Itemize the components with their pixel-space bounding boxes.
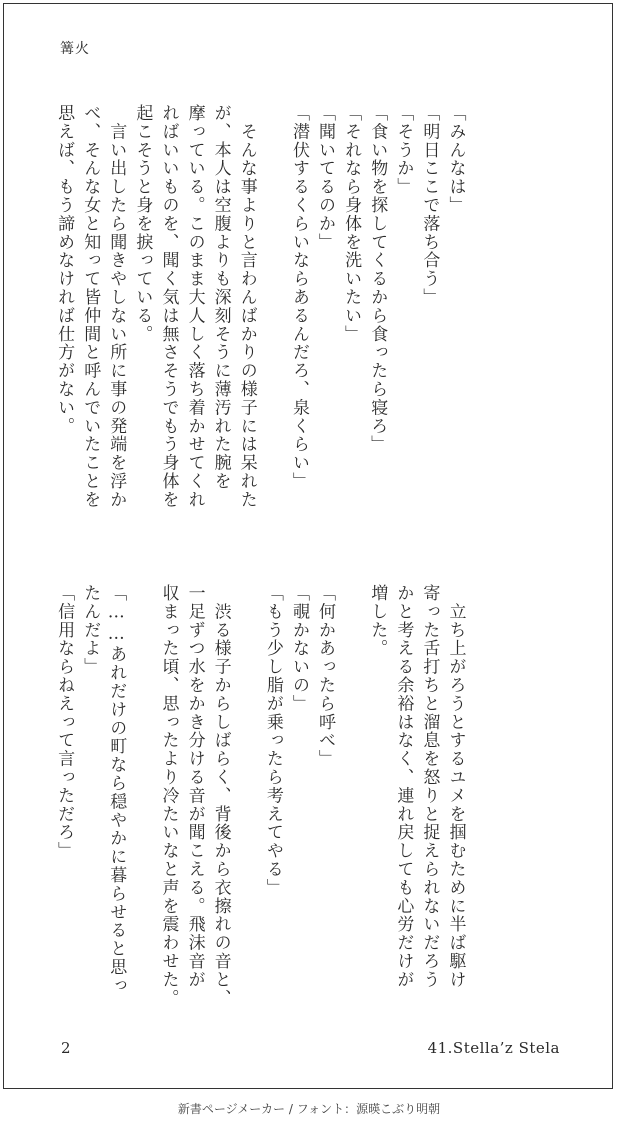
page-number: 2 (61, 1039, 71, 1057)
text-column (234, 584, 260, 1044)
text-column: ればいいものを、聞く気は無さそうでもう身体を (158, 104, 179, 509)
text-column: 収まった頃、思ったより冷たいなと声を震わせた。 (158, 584, 179, 1008)
text-column: 「潜伏するくらいならあるんだろ、泉くらい」 (288, 104, 309, 491)
text-column (260, 104, 286, 564)
text-column: 渋る様子からしばらく、背後から衣擦れの音と、 (210, 584, 231, 1008)
text-column: 増した。 (367, 584, 388, 658)
text-column: 「それなら身体を洗いたい」 (341, 104, 362, 344)
text-column: 「そうか」 (393, 104, 414, 196)
text-column: 「明日ここで落ち合う」 (419, 104, 440, 307)
book-title: 41.Stella’z Stela (427, 1039, 560, 1057)
text-column: 「……あれだけの町なら穏やかに暮らせると思っ (106, 584, 127, 995)
text-column: たんだよ」 (80, 584, 101, 676)
text-column: 「食い物を探してくるから食ったら寝ろ」 (367, 104, 388, 454)
text-column: 思えば、もう諦めなければ仕方がない。 (54, 104, 75, 436)
text-column: べ、そんな女と知って皆仲間と呼んでいたことを (80, 104, 101, 509)
text-column: 「何かあったら呼べ」 (315, 584, 336, 768)
text-column: 「覗かないの」 (288, 584, 309, 713)
text-column: かと考える余裕はなく、連れ戻しても心労だけが (393, 584, 414, 989)
text-column: 「聞いてるのか」 (315, 104, 336, 252)
text-column: 「もう少し脂が乗ったら考えてやる」 (262, 584, 283, 897)
text-column (338, 584, 364, 1044)
text-column: が、本人は空腹よりも深刻そうに薄汚れた腕を (210, 104, 231, 491)
upper-text-block (51, 104, 469, 564)
text-column: 「みんなは」 (445, 104, 466, 215)
text-column: 言い出したら聞きやしない所に事の発端を浮か (106, 104, 127, 509)
running-header-title: 篝火 (60, 41, 90, 57)
text-column: そんな事よりと言わんばかりの様子には呆れた (236, 104, 257, 509)
text-column: 起こそうと身を捩っている。 (132, 104, 153, 344)
text-column (129, 584, 155, 1044)
book-page (3, 3, 613, 1089)
text-column: 立ち上がろうとするユメを掴むために半ば駆け (445, 584, 466, 989)
generator-credit: 新書ページメーカー / フォント：源暎こぶり明朝 (177, 1102, 441, 1116)
text-column: 「信用ならねえって言っただろ」 (54, 584, 75, 860)
text-column: 摩っている。このまま大人しく落ち着かせてくれ (184, 104, 205, 509)
text-column: 寄った舌打ちと溜息を怒りと捉えられないだろう (419, 584, 440, 989)
text-column: 一足ずつ水をかき分ける音が聞こえる。飛沫音が (184, 584, 205, 989)
lower-text-block (51, 584, 469, 1044)
